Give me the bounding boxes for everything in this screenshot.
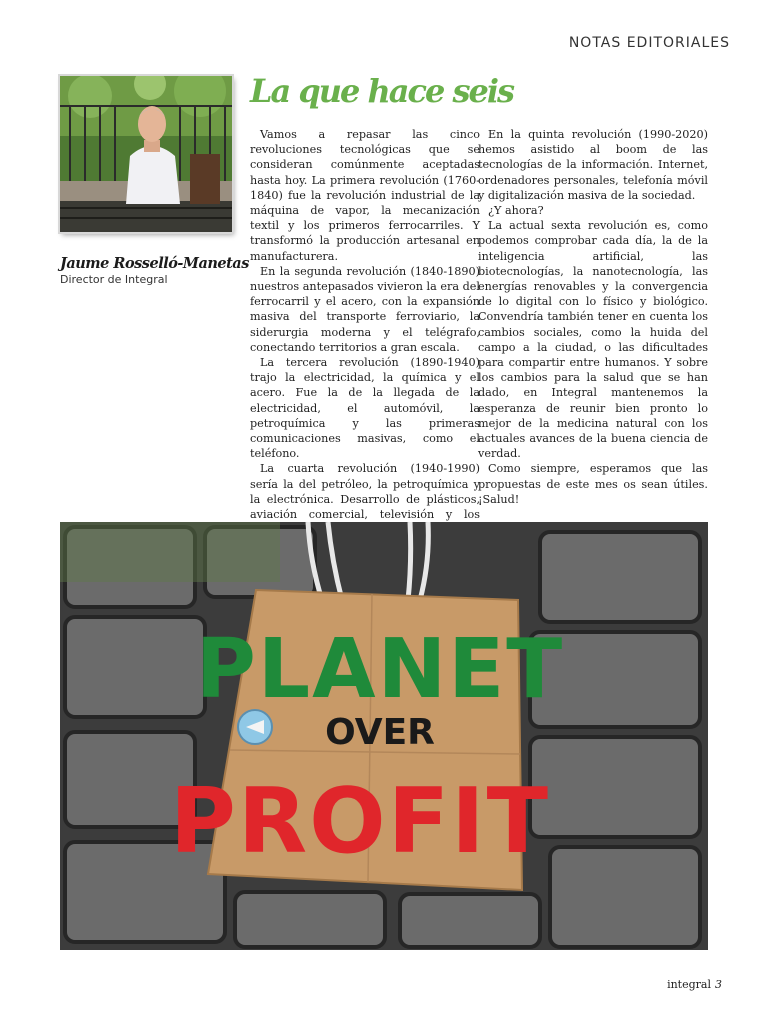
author-photo-illustration — [60, 76, 232, 232]
paragraph: ¿Y ahora? — [488, 204, 544, 218]
sign-text-profit: PROFIT — [169, 769, 551, 874]
sign-text-planet: PLANET — [195, 622, 565, 717]
paragraph: La actual sexta revolución es, como podemos comprobar cada día, la de la inteligencia artificial, las biotecnologías, la nanotecnología, las energías renovables y la convergencia de lo digital con lo físico y biológico. Convendría también tener en cuenta los cambios sociales, como la huida del campo a la ciudad, o las dificultades para compartir entre humanos. Y sobre los cambios para la salud que se han dado, en Integral mantenemos la esperanza de reunir bien pronto lo mejor de la medicina natural con los actuales avances de la buena ciencia de verdad. — [478, 219, 708, 461]
paragraph: En la segunda revolución (1840-1890) nuestros antepasados vivieron la era del ferrocarril y el acero, con la expansión masiva del transporte ferroviario, la siderurgia moderna y el telégrafo, conectando territorios a gran escala. — [250, 264, 480, 354]
paragraph: Como siempre, esperamos que las propuestas de este mes os sean útiles. ¡Salud! — [478, 462, 708, 506]
protest-sign-photo — [60, 522, 708, 950]
author-photo — [60, 76, 232, 232]
paragraph: Vamos a repasar las cinco revoluciones tecnológicas que se consideran comúnmente aceptadas hasta hoy. La primera revolución (1760-1840) fue la revolución industrial de la máquina de vapor, la mecanización textil y los primeros ferrocarriles. Y transformó la producción artesanal en manufacturera. — [250, 128, 480, 263]
sign-text-over: OVER — [325, 712, 435, 753]
paragraph: La tercera revolución (1890-1940) trajo la electricidad, la química y el acero. Fue la de la llegada de la electricidad, el automóvil, la petroquímica y las primeras comunicaciones masivas, como el teléfono. — [250, 356, 480, 461]
protest-sign-illustration — [60, 522, 708, 950]
paragraph: En la quinta revolución (1990-2020) hemos asistido al boom de las tecnologías de la información. Internet, ordenadores personales, telefonía móvil y digitalización masiva de la sociedad. — [478, 128, 708, 202]
article-column-left — [250, 127, 480, 522]
paragraph: La cuarta revolución (1940-1990) sería la del petróleo, la petroquímica y la electrónica. Desarrollo de plásticos, aviación comercial, televisión y los — [250, 462, 480, 522]
author-name: Jaume Rosselló-Manetas — [60, 255, 249, 272]
page-footer — [667, 978, 722, 991]
author-role: Director de Integral — [60, 273, 168, 286]
article-column-right — [478, 127, 708, 512]
publication-name: integral — [667, 978, 711, 991]
page-number: 3 — [715, 978, 722, 991]
article-title: La que hace seis — [250, 72, 514, 110]
section-header: NOTAS EDITORIALES — [568, 35, 730, 51]
